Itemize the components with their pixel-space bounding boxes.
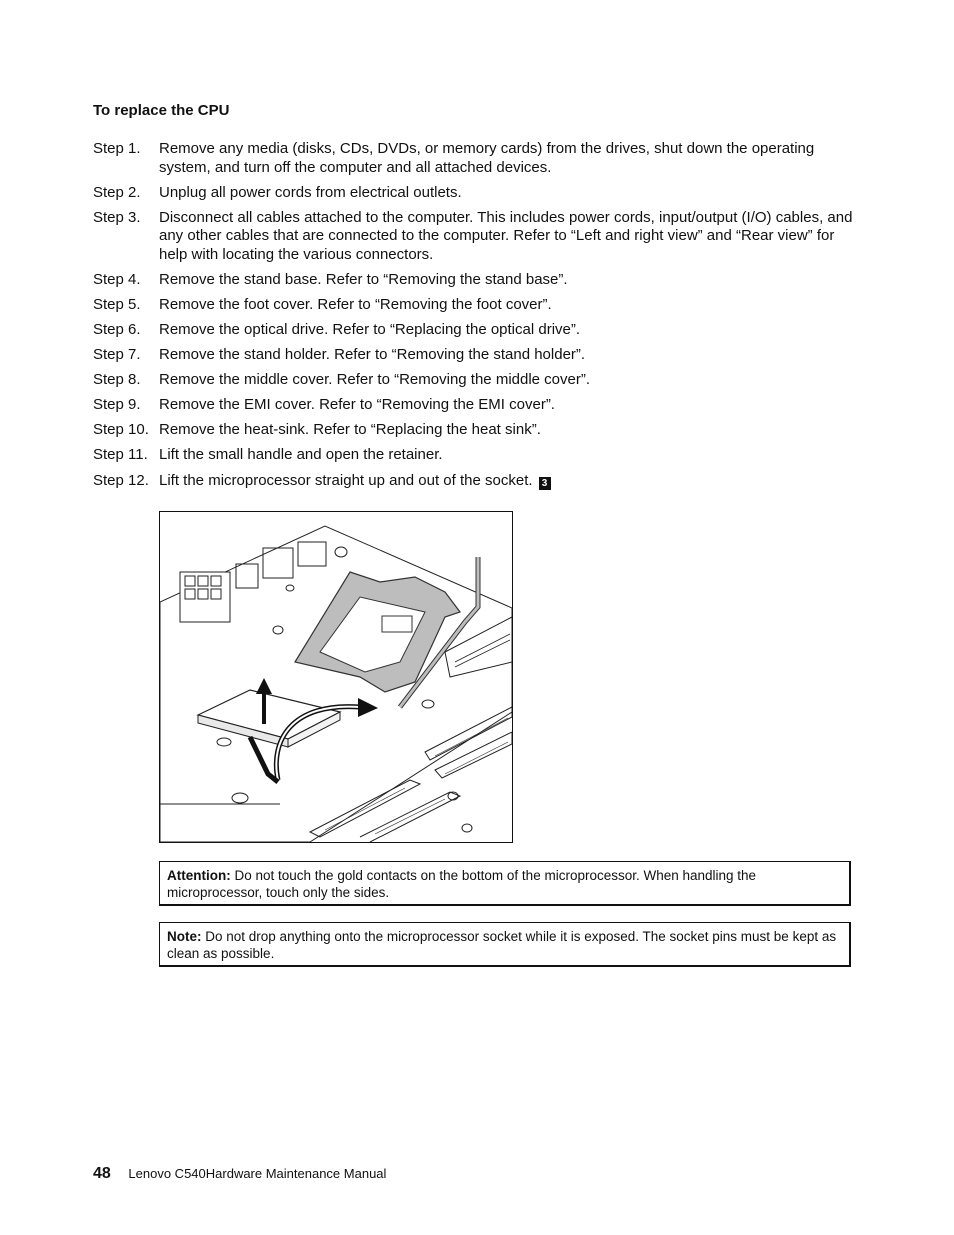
step-item	[93, 396, 853, 415]
step-item	[93, 421, 853, 440]
manual-title: Lenovo C540Hardware Maintenance Manual	[128, 1166, 387, 1181]
attention-text: Do not touch the gold contacts on the bottom of the microprocessor. When handling the microprocessor, touch only the sides.	[167, 868, 757, 900]
step-text: Remove the heat-sink. Refer to “Replacing the heat sink”.	[159, 421, 541, 439]
step-text: Remove the EMI cover. Refer to “Removing the EMI cover”.	[159, 396, 555, 414]
note-text: Do not drop anything onto the microprocessor socket while it is exposed. The socket pins must be kept as clean as possible.	[167, 929, 837, 961]
step-number: Step 7.	[93, 346, 141, 364]
steps-list	[93, 140, 853, 497]
step-text: Remove the foot cover. Refer to “Removing the foot cover”.	[159, 295, 552, 313]
attention-label: Attention:	[167, 868, 231, 883]
step-text: Remove the stand base. Refer to “Removing the stand base”.	[159, 270, 568, 288]
step-number: Step 3.	[93, 208, 141, 226]
step-item	[93, 472, 853, 491]
step-text: Remove the optical drive. Refer to “Replacing the optical drive”.	[159, 320, 581, 338]
cpu-removal-illustration	[159, 511, 513, 843]
step-text-content: Lift the microprocessor straight up and out of the socket.	[159, 471, 533, 489]
step-item	[93, 371, 853, 390]
step-item	[93, 346, 853, 365]
attention-box	[159, 861, 851, 906]
step-text: Disconnect all cables attached to the computer. This includes power cords, input/output (I/O) cables, and any other cables that are connected to the computer. Refer to “Left and right view” and “Rear view” for help with locating the various connectors.	[159, 208, 853, 263]
step-number: Step 8.	[93, 371, 141, 389]
section-heading: To replace the CPU	[93, 102, 230, 119]
step-number: Step 12.	[93, 471, 149, 489]
note-label: Note:	[167, 929, 202, 944]
step-item	[93, 184, 853, 203]
step-number: Step 9.	[93, 396, 141, 414]
step-text: Unplug all power cords from electrical outlets.	[159, 183, 462, 201]
page-footer	[93, 1165, 386, 1183]
note-box	[159, 922, 851, 967]
step-item	[93, 446, 853, 465]
step-number: Step 1.	[93, 140, 141, 157]
step-number: Step 11.	[93, 446, 148, 464]
step-item	[93, 321, 853, 340]
step-item	[93, 209, 853, 265]
step-item	[93, 296, 853, 315]
step-number: Step 5.	[93, 295, 141, 313]
step-item	[93, 140, 853, 177]
step-number: Step 2.	[93, 183, 141, 201]
step-item	[93, 271, 853, 290]
step-number: Step 4.	[93, 270, 141, 288]
page-number: 48	[93, 1165, 111, 1182]
step-text: Remove any media (disks, CDs, DVDs, or memory cards) from the drives, shut down the operating system, and turn off the computer and all attached devices.	[159, 140, 815, 176]
step-number: Step 10.	[93, 421, 149, 439]
step-text	[159, 472, 853, 491]
step-number: Step 6.	[93, 320, 141, 338]
cpu-removal-drawing	[160, 512, 512, 842]
step-text: Lift the small handle and open the retainer.	[159, 446, 443, 464]
callout-badge: 3	[539, 477, 551, 490]
step-text: Remove the stand holder. Refer to “Removing the stand holder”.	[159, 346, 586, 364]
step-text: Remove the middle cover. Refer to “Removing the middle cover”.	[159, 371, 591, 389]
